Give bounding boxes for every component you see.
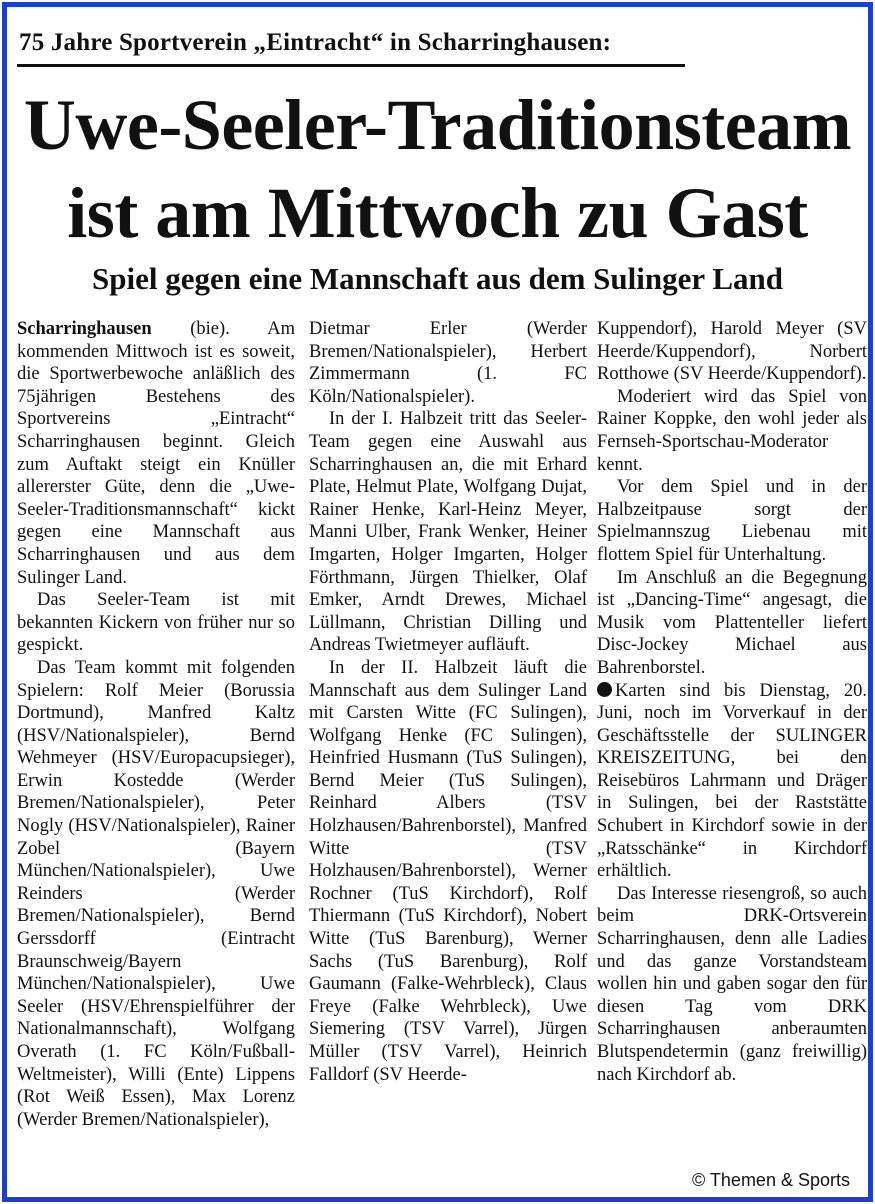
headline-line-1: Uwe-Seeler-Traditionsteam [23, 85, 852, 165]
kicker-underline [17, 64, 685, 67]
paragraph-3-continued: Dietmar Erler (Werder Bremen/Nationalspieler), Herbert Zimmermann (1. FC Köln/Nationalspieler). [309, 319, 587, 407]
article-column-2 [309, 318, 587, 1086]
paragraph-8: Im Anschluß an die Begegnung ist „Dancing-Time“ angesagt, die Musik vom Plattenteller liefert Disc-Jockey Michael aus Bahrenborstel. [597, 567, 867, 678]
paragraph-4: In der I. Halbzeit tritt das Seeler-Team gegen eine Auswahl aus Scharringhausen an, die mit Erhard Plate, Helmut Plate, Wolfgang Dujat, Rainer Henke, Karl-Heinz Meyer, Manni Ulber, Frank Wenker, Heiner Imgarten, Holger Imgarten, Holger Förthmann, Jürgen Thielker, Olaf Emker, Arndt Drewes, Michael Lüllmann, Christian Dilling und Andreas Twietmeyer aufläuft. [309, 409, 587, 656]
black-circle-bullet-icon [597, 682, 612, 697]
paragraph-5: In der II. Halbzeit läuft die Mannschaft aus dem Sulinger Land mit Carsten Witte (FC Sulingen), Wolfgang Henke (FC Sulingen), Heinfried Husmann (TuS Sulingen), Bernd Meier (TuS Sulingen), Reinhard Albers (TSV Holzhausen/Bahrenborstel), Manfred Witte (TSV Holzhausen/Bahrenborstel), Werner Rochner (TuS Kirchdorf), Rolf Thiermann (TuS Kirchdorf), Nobert Witte (TuS Barenburg), Werner Sachs (TuS Barenburg), Rolf Gaumann (Falke-Wehrbleck), Claus Freye (Falke Wehrbleck), Uwe Siemering (TSV Varrel), Jürgen Müller (TSV Varrel), Heinrich Falldorf (SV Heerde- [309, 657, 587, 1085]
paragraph-5-continued: Kuppendorf), Harold Meyer (SV Heerde/Kuppendorf), Norbert Rotthowe (SV Heerde/Kuppendorf). [597, 319, 867, 385]
article-column-3 [597, 318, 867, 1086]
paragraph-3: Das Team kommt mit folgenden Spielern: Rolf Meier (Borussia Dortmund), Manfred Kaltz (HSV/Nationalspieler), Bernd Wehmeyer (HSV/Europacupsieger), Erwin Kostedde (Werder Bremen/Nationalspieler), Peter Nogly (HSV/Nationalspieler), Rainer Zobel (Bayern München/Nationalspieler), Uwe Reinders (Werder Bremen/Nationalspieler), Bernd Gerssdorff (Eintracht Braunschweig/Bayern München/Nationalspieler), Uwe Seeler (HSV/Ehrenspielführer der Nationalmannschaft), Wolfgang Overath (1. FC Köln/Fußball-Weltmeister), Willi (Ente) Lippens (Rot Weiß Essen), Max Lorenz (Werder Bremen/Nationalspieler), [17, 657, 295, 1130]
copyright-notice: © Themen & Sports [688, 1170, 850, 1191]
paragraph-1: Scharringhausen (bie). Am kommenden Mittwoch ist es soweit, die Sportwerbewoche anläßlich des 75jährigen Bestehens des Sportvereins „Eintracht“ Scharringhausen beginnt. Gleich zum Auftakt steigt ein Knüller allererster Güte, denn die „Uwe-Seeler-Traditionsmannschaft“ kickt gegen eine Mannschaft aus Scharringhausen und aus dem Sulinger Land. [17, 319, 296, 588]
paragraph-9: Karten sind bis Dienstag, 20. Juni, noch im Vorverkauf in der Geschäftsstelle der SULINGER KREISZEITUNG, bei den Reisebüros Lahrmann und Dräger in Sulingen, bei der Raststätte Schubert in Kirchdorf sowie in der „Ratsschänke“ in Kirchdorf erhältlich. [597, 680, 867, 882]
kicker: 75 Jahre Sportverein „Eintracht“ in Scharringhausen: [19, 29, 612, 56]
article-column-1 [17, 318, 295, 1131]
dateline: Scharringhausen [17, 319, 152, 339]
headline-line-2: ist am Mittwoch zu Gast [67, 173, 808, 253]
paragraph-2: Das Seeler-Team ist mit bekannten Kickern von früher nur so gespickt. [17, 590, 295, 656]
paragraph-6: Moderiert wird das Spiel von Rainer Koppke, den wohl jeder als Fernseh-Sportschau-Moderator kennt. [597, 386, 867, 475]
paragraph-7: Vor dem Spiel und in der Halbzeitpause sorgt der Spielmannszug Liebenau mit flottem Spiel für Unterhaltung. [597, 477, 867, 565]
headline [7, 81, 868, 257]
subheadline: Spiel gegen eine Mannschaft aus dem Sulinger Land [92, 261, 783, 296]
clipping-frame [2, 2, 873, 1202]
paragraph-10: Das Interesse riesengroß, so auch beim DRK-Ortsverein Scharringhausen, denn alle Ladies und das ganze Vorstandsteam wollen hin und gaben sogar den für diesen Tag vom DRK Scharringhausen anberaumten Blutspendetermin (ganz freiwillig) nach Kirchdorf ab. [597, 883, 867, 1085]
